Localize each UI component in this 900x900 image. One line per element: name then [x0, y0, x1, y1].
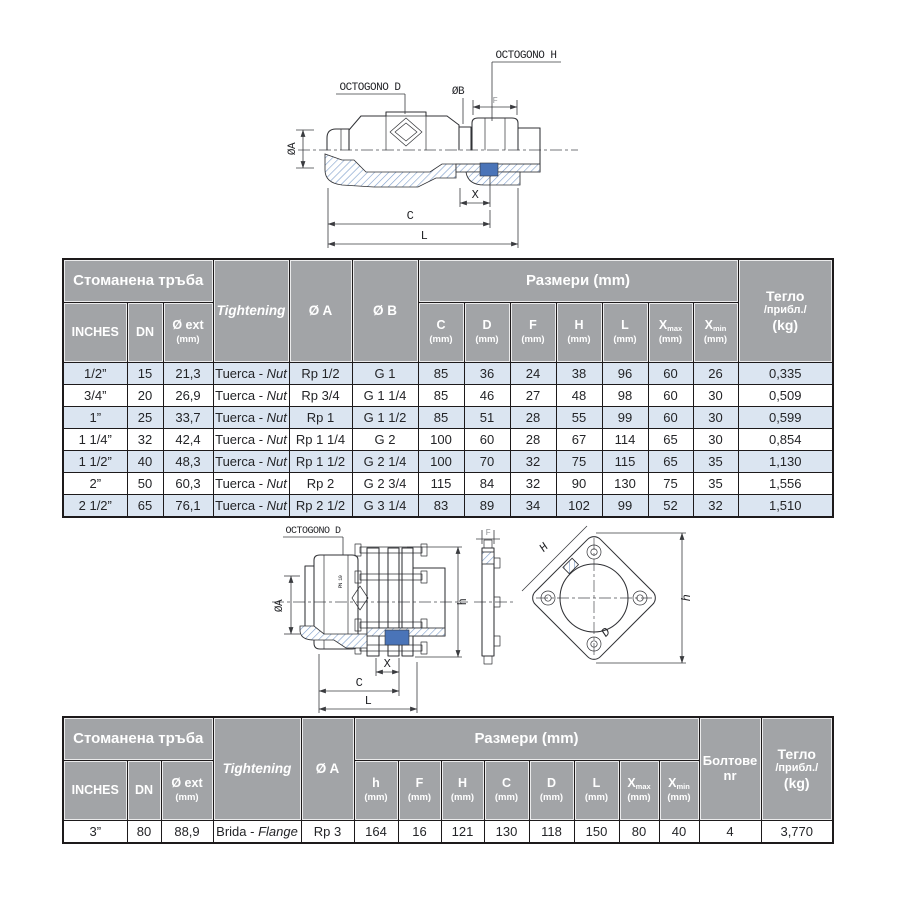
dia-b-header: Ø B [352, 259, 418, 362]
nut-coupling-technical-drawing [270, 36, 610, 252]
table-cell: 98 [602, 384, 648, 406]
table-cell: Rp 1/2 [289, 362, 352, 384]
table-cell: 84 [464, 472, 510, 494]
weight-header [738, 259, 833, 362]
steel-pipe-header: Стоманена тръба [63, 259, 213, 302]
dimensions-header: Размери (mm) [418, 259, 738, 302]
table-cell: 114 [602, 428, 648, 450]
table-cell: 80 [127, 820, 161, 843]
table-cell: 32 [510, 472, 556, 494]
table-cell: G 2 [352, 428, 418, 450]
dimension-column-header: F (mm) [398, 760, 441, 820]
weight-title: Тегло [777, 746, 816, 763]
table-cell: 15 [127, 362, 163, 384]
label-dia-a: ØA [287, 142, 299, 156]
flange-version-spec-table [62, 716, 834, 844]
table-cell: G 1 [352, 362, 418, 384]
dimension-column-header: $X_{max}$ (mm) [648, 302, 693, 362]
table-cell: 3/4” [63, 384, 127, 406]
table-cell: Rp 1 [289, 406, 352, 428]
label-dim-x: X [383, 657, 391, 671]
table-cell: 1 1/2” [63, 450, 127, 472]
flange-side-view [476, 528, 500, 664]
coupling-body-outline [327, 112, 540, 172]
table-cell: G 3 1/4 [352, 494, 418, 517]
table-cell: Brida - Flange [213, 820, 301, 843]
table-cell: 85 [418, 362, 464, 384]
weight-header [761, 717, 833, 820]
table-cell: 2 1/2” [63, 494, 127, 517]
table-cell: 30 [693, 428, 738, 450]
dimension-column-header: $X_{min}$ (mm) [693, 302, 738, 362]
table-cell: 60 [464, 428, 510, 450]
table-cell: 48,3 [163, 450, 213, 472]
table-cell: 60,3 [163, 472, 213, 494]
table-cell: 75 [556, 450, 602, 472]
table-cell: 28 [510, 406, 556, 428]
table-cell: 0,509 [738, 384, 833, 406]
dia-a-header: Ø A [289, 259, 352, 362]
cross-section-hatching [325, 154, 540, 187]
gasket-insert [385, 630, 409, 645]
table-cell: 27 [510, 384, 556, 406]
dn-header: DN [127, 302, 163, 362]
table-cell: Tuerca - Nut [213, 494, 289, 517]
flange-coupling-technical-drawing [252, 522, 722, 718]
table-cell: 55 [556, 406, 602, 428]
table-cell: 85 [418, 406, 464, 428]
bolts-title: Болтове [702, 752, 758, 768]
label-dia-b: ØB [451, 86, 465, 98]
octagon-nut-outline [472, 118, 518, 150]
table-cell: 0,854 [738, 428, 833, 450]
table-cell: G 2 1/4 [352, 450, 418, 472]
label-dim-h-edge: H [536, 540, 552, 556]
table-cell: 65 [127, 494, 163, 517]
label-dim-l: L [364, 694, 372, 708]
table-row [63, 384, 833, 406]
label-dim-h-side: h [456, 598, 470, 606]
table-cell: 83 [418, 494, 464, 517]
table-cell: 85 [418, 384, 464, 406]
label-dia-a: ØA [274, 599, 286, 613]
table-cell: 67 [556, 428, 602, 450]
table-cell: 88,9 [161, 820, 213, 843]
tightening-header: Tightening [213, 259, 289, 362]
weight-unit: (kg) [783, 775, 810, 792]
table-cell: Rp 2 1/2 [289, 494, 352, 517]
table-cell: 96 [602, 362, 648, 384]
table-cell: 21,3 [163, 362, 213, 384]
tightening-header: Tightening [213, 717, 301, 820]
table-cell: 51 [464, 406, 510, 428]
table-cell: 60 [648, 362, 693, 384]
label-dim-d: D [598, 625, 614, 641]
steel-pipe-header: Стоманена тръба [63, 717, 213, 760]
table-cell: 76,1 [163, 494, 213, 517]
table-cell: 115 [602, 450, 648, 472]
label-dim-h-right: h [680, 594, 694, 602]
table-cell: 75 [648, 472, 693, 494]
label-dim-x: X [471, 188, 479, 202]
table-cell: 1,556 [738, 472, 833, 494]
table-cell: 0,599 [738, 406, 833, 428]
label-dim-c: C [355, 676, 363, 690]
table-cell: Rp 1 1/4 [289, 428, 352, 450]
table-cell: 1,510 [738, 494, 833, 517]
table-cell: 26,9 [163, 384, 213, 406]
dimension-annotations [274, 526, 470, 713]
label-dim-f: F [492, 96, 498, 106]
table-cell: Tuerca - Nut [213, 450, 289, 472]
table-row [63, 450, 833, 472]
table-cell: 102 [556, 494, 602, 517]
dimension-column-header: C (mm) [418, 302, 464, 362]
table-cell: 16 [398, 820, 441, 843]
table-cell: 115 [418, 472, 464, 494]
table-cell: 70 [464, 450, 510, 472]
dimension-column-header: D (mm) [464, 302, 510, 362]
table-cell: G 1 1/4 [352, 384, 418, 406]
dimension-column-header: C (mm) [484, 760, 529, 820]
bolts-unit: nr [723, 767, 737, 783]
table-cell: 35 [693, 472, 738, 494]
dimension-column-header: D (mm) [529, 760, 574, 820]
table-row [63, 472, 833, 494]
table-cell: 65 [648, 450, 693, 472]
table-cell: 48 [556, 384, 602, 406]
dimension-column-header: F (mm) [510, 302, 556, 362]
table-cell: G 1 1/2 [352, 406, 418, 428]
dimension-column-header: L (mm) [602, 302, 648, 362]
table-cell: 65 [648, 428, 693, 450]
dia-a-header: Ø A [301, 717, 354, 820]
table-cell: 20 [127, 384, 163, 406]
inches-header: INCHES [63, 302, 127, 362]
weight-unit: (kg) [772, 317, 799, 334]
table-row [63, 362, 833, 384]
table-cell: 32 [693, 494, 738, 517]
table-cell: 1,130 [738, 450, 833, 472]
table-cell: 32 [510, 450, 556, 472]
dimension-column-header: H (mm) [556, 302, 602, 362]
table-cell: 0,335 [738, 362, 833, 384]
table-cell: 30 [693, 406, 738, 428]
table-cell: 1 1/4” [63, 428, 127, 450]
table-cell: Tuerca - Nut [213, 362, 289, 384]
dext-label: Ø ext [171, 776, 203, 791]
table-cell: 1/2” [63, 362, 127, 384]
brand-diamond-logo [352, 586, 368, 610]
table-cell: 100 [418, 450, 464, 472]
table-cell: 3” [63, 820, 127, 843]
table-cell: 28 [510, 428, 556, 450]
table-cell: 99 [602, 494, 648, 517]
table-cell: Rp 2 [289, 472, 352, 494]
dext-label: Ø ext [172, 318, 204, 333]
table-cell: 32 [127, 428, 163, 450]
table-cell: 118 [529, 820, 574, 843]
table-cell: 25 [127, 406, 163, 428]
table-cell: 3,770 [761, 820, 833, 843]
table-cell: 46 [464, 384, 510, 406]
table-cell: 35 [693, 450, 738, 472]
table-cell: 42,4 [163, 428, 213, 450]
dimension-column-header: L (mm) [574, 760, 619, 820]
table-cell: Tuerca - Nut [213, 428, 289, 450]
label-dim-l: L [420, 229, 428, 243]
table-cell: 130 [484, 820, 529, 843]
label-pn10: PN 10 [338, 575, 344, 589]
table-cell: 34 [510, 494, 556, 517]
table-cell: 2” [63, 472, 127, 494]
gasket-insert [480, 163, 498, 176]
weight-approx: /прибл./ [763, 304, 807, 317]
table-cell: 150 [574, 820, 619, 843]
table-cell: 26 [693, 362, 738, 384]
table-cell: 60 [648, 406, 693, 428]
weight-title: Тегло [766, 288, 805, 305]
dext-header [163, 302, 213, 362]
dimension-column-header: $X_{min}$ (mm) [659, 760, 699, 820]
inches-header: INCHES [63, 760, 127, 820]
table-cell: 24 [510, 362, 556, 384]
table-cell: 164 [354, 820, 398, 843]
table-cell: 40 [127, 450, 163, 472]
table-cell: 130 [602, 472, 648, 494]
table-cell: 30 [693, 384, 738, 406]
table-cell: 60 [648, 384, 693, 406]
label-octogono-h: OCTOGONO H [495, 50, 557, 62]
table-cell: 38 [556, 362, 602, 384]
dimension-annotations [287, 50, 561, 248]
table-row [63, 428, 833, 450]
table-row [63, 494, 833, 517]
table-cell: 40 [659, 820, 699, 843]
table-cell: 52 [648, 494, 693, 517]
table-cell: 36 [464, 362, 510, 384]
table-cell: 33,7 [163, 406, 213, 428]
table-row [63, 406, 833, 428]
dimension-column-header: h (mm) [354, 760, 398, 820]
table-row [63, 820, 833, 843]
table-cell: 1” [63, 406, 127, 428]
label-dim-f: F [485, 528, 491, 538]
table-cell: Tuerca - Nut [213, 406, 289, 428]
table-cell: G 2 3/4 [352, 472, 418, 494]
table-cell: Rp 3/4 [289, 384, 352, 406]
nut-version-spec-table [62, 258, 834, 518]
flange-front-view [522, 526, 694, 663]
dimension-column-header: $X_{max}$ (mm) [619, 760, 659, 820]
label-octogono-d: OCTOGONO D [285, 526, 341, 537]
table-cell: 80 [619, 820, 659, 843]
bolts-header [699, 717, 761, 820]
table-cell: 50 [127, 472, 163, 494]
dimension-column-header: H (mm) [441, 760, 484, 820]
table-cell: 90 [556, 472, 602, 494]
table-cell: 99 [602, 406, 648, 428]
weight-approx: /прибл./ [775, 762, 819, 775]
dn-header: DN [127, 760, 161, 820]
table-cell: Tuerca - Nut [213, 384, 289, 406]
label-dim-c: C [406, 209, 414, 223]
dext-unit: (mm) [176, 333, 200, 345]
table-cell: 89 [464, 494, 510, 517]
table-cell: 121 [441, 820, 484, 843]
table-cell: Tuerca - Nut [213, 472, 289, 494]
section-mark [563, 558, 579, 574]
table-cell: 4 [699, 820, 761, 843]
dimensions-header: Размери (mm) [354, 717, 699, 760]
dext-header [161, 760, 213, 820]
table-cell: 100 [418, 428, 464, 450]
table-cell: Rp 1 1/2 [289, 450, 352, 472]
label-octogono-d: OCTOGONO D [339, 82, 401, 94]
table-cell: Rp 3 [301, 820, 354, 843]
dext-unit: (mm) [175, 791, 199, 803]
